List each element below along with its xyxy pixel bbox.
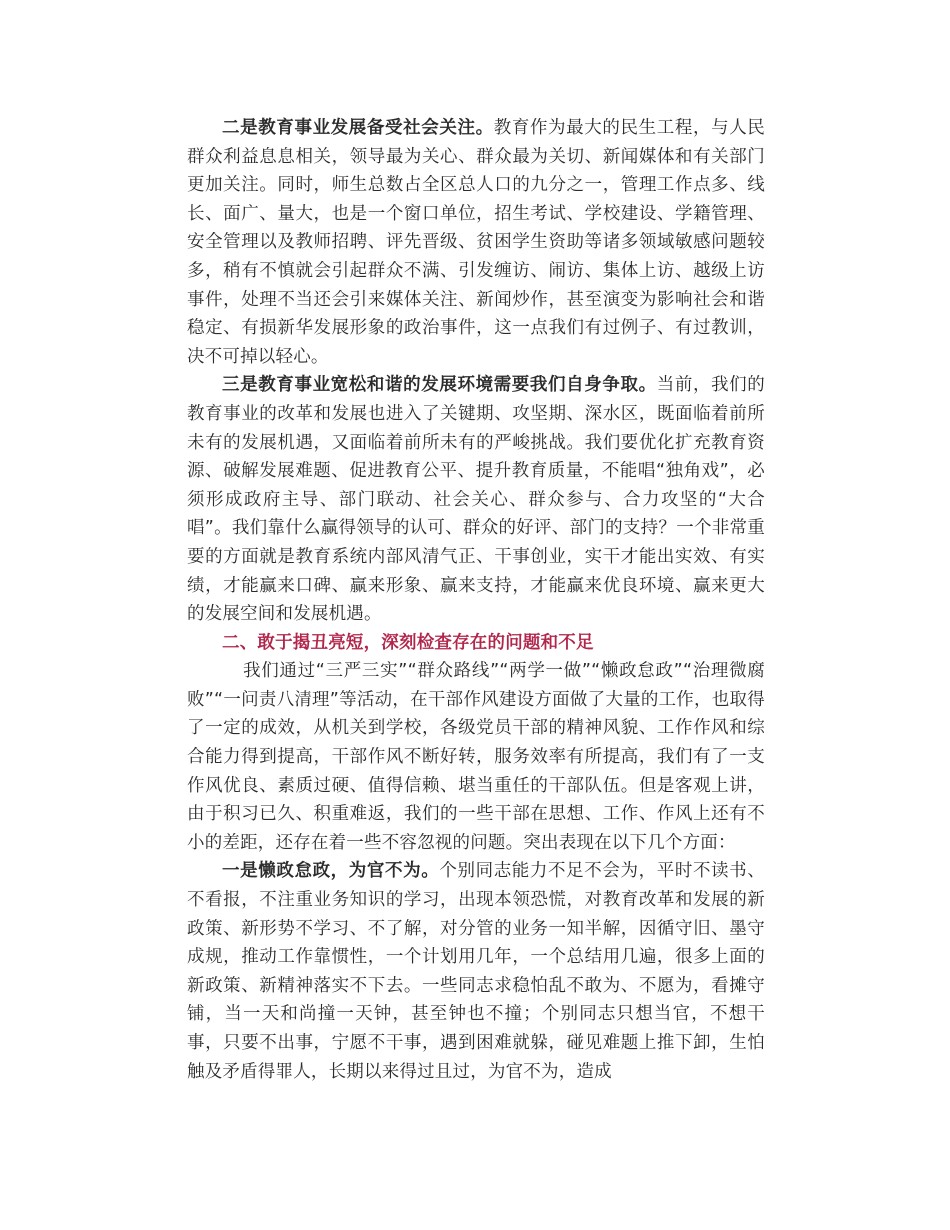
document-body bbox=[187, 114, 765, 1086]
paragraph-lead: 三是教育事业宽松和谐的发展环境需要我们自身争取。 bbox=[222, 375, 657, 396]
section-heading: 二、敢于揭丑亮短，深刻检查存在的问题和不足 bbox=[222, 632, 594, 653]
paragraph-text: 当前，我们的教育事业的改革和发展也进入了关键期、攻坚期、深水区，既面临着前所未有的发展机遇，又面临着前所未有的严峻挑战。我们要优化扩充教育资源、破解发展难题、促进教育公平、提升教育质量，不能唱“独角戏”，必须形成政府主导、部门联动、社会关心、群众参与、合力攻坚的“大合唱”。我们靠什么赢得领导的认可、群众的好评、部门的支持？一个非常重要的方面就是教育系统内部风清气正、干事创业，实干才能出实效、有实绩，才能赢来口碑、赢来形象、赢来支持，才能赢来优良环境、赢来更大的发展空间和发展机遇。 bbox=[187, 375, 765, 625]
paragraph-1-lazy-governance bbox=[187, 857, 765, 1086]
paragraph-lead: 二是教育事业发展备受社会关注。 bbox=[222, 118, 494, 138]
paragraph-lead: 一是懒政怠政，为官不为。 bbox=[222, 861, 440, 882]
paragraph-activities bbox=[187, 657, 765, 857]
paragraph-text: 个别同志能力不足不会为，平时不读书、不看报，不注重业务知识的学习，出现本领恐慌，对教育改革和发展的新政策、新形势不学习、不了解，对分管的业务一知半解，因循守旧、墨守成规，推动工作靠惯性，一个计划用几年，一个总结用几遍，很多上面的新政策、新精神落实不下去。一些同志求稳怕乱不敢为、不愿为，看摊守铺，当一天和尚撞一天钟，甚至钟也不撞；个别同志只想当官，不想干事，只要不出事，宁愿不干事，遇到困难就躲，碰见难题上推下卸，生怕触及矛盾得罪人，长期以来得过且过，为官不为，造成 bbox=[187, 861, 765, 1082]
paragraph-3-environment bbox=[187, 371, 765, 628]
paragraph-text: 我们通过“三严三实”“群众路线”“两学一做”“懒政怠政”“治理微腐败”“一问责八清理”等活动，在干部作风建设方面做了大量的工作，也取得了一定的成效，从机关到学校，各级党员干部的精神风貌、工作作风和综合能力得到提高，干部作风不断好转，服务效率有所提高，我们有了一支作风优良、素质过硬、值得信赖、堪当重任的干部队伍。但是客观上讲，由于积习已久、积重难返，我们的一些干部在思想、工作、作风上还有不小的差距，还存在着一些不容忽视的问题。突出表现在以下几个方面： bbox=[187, 661, 765, 853]
paragraph-2-social-attention bbox=[187, 114, 765, 371]
paragraph-text: 教育作为最大的民生工程，与人民群众利益息息相关，领导最为关心、群众最为关切、新闻媒体和有关部门更加关注。同时，师生总数占全区总人口的九分之一，管理工作点多、线长、面广、量大，也是一个窗口单位，招生考试、学校建设、学籍管理、安全管理以及教师招聘、评先晋级、贫困学生资助等诸多领域敏感问题较多，稍有不慎就会引起群众不满、引发缠访、闹访、集体上访、越级上访事件，处理不当还会引来媒体关注、新闻炒作，甚至演变为影响社会和谐稳定、有损新华发展形象的政治事件，这一点我们有过例子、有过教训，决不可掉以轻心。 bbox=[187, 118, 766, 367]
